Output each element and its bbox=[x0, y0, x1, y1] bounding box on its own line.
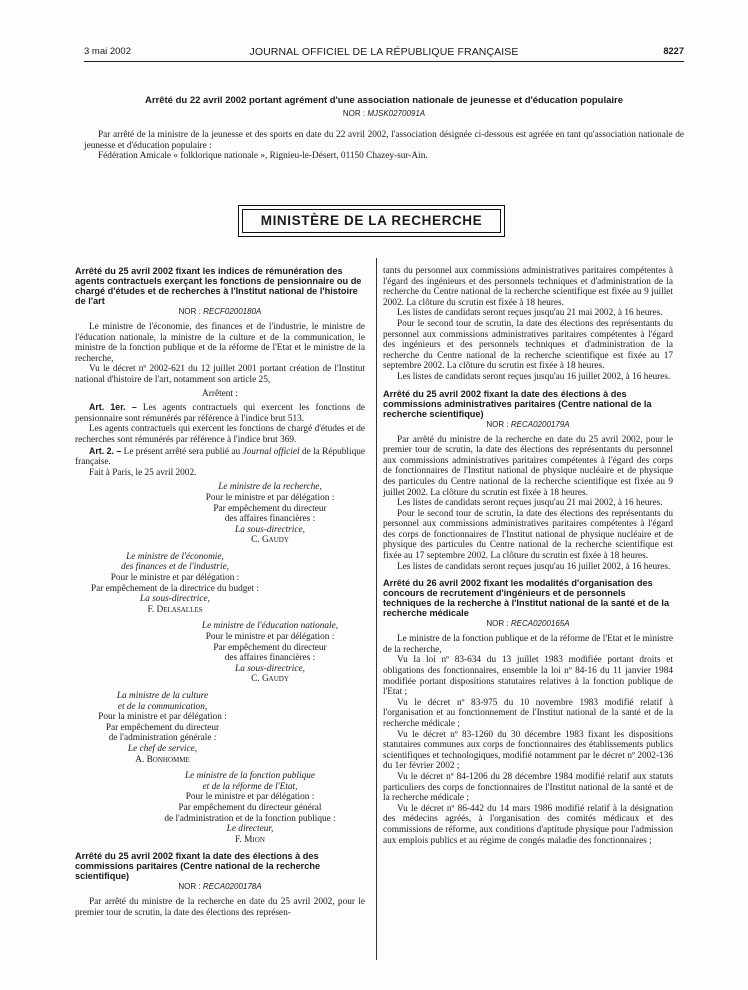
right-column bbox=[383, 266, 673, 846]
page-number: 8227 bbox=[663, 46, 684, 56]
article-paragraph: Vu le décret nº 86-442 du 14 mars 1986 modifié relatif à la désignation des médecins agréés, à l'organisation des comités médicaux et des commissions de réforme, aux conditions d'aptitude physique pour l'admission aux emplois publics et au régime de congés maladie des fonctionnaires ; bbox=[383, 803, 673, 846]
article-paragraph: Vu le décret nº 83-1260 du 30 décembre 1983 fixant les dispositions statutaires communes aux corps de fonctionnaires des établissements publics scientifiques et technologiques, modifié notamment par le décret nº 2002-136 du 1er février 2002 ; bbox=[383, 729, 673, 772]
article-title: Arrêté du 22 avril 2002 portant agrément d'une association nationale de jeunesse et d'éducation populaire bbox=[144, 95, 624, 106]
nor-label: NOR : bbox=[486, 619, 509, 629]
nor-line bbox=[84, 109, 684, 118]
signature-block bbox=[75, 691, 250, 765]
article-paragraph: Par arrêté de la ministre de la jeunesse et des sports en date du 22 avril 2002, l'association désignée ci-dessous est agréée en tant qu'association nationale de jeunesse et d'éducation populaire : bbox=[84, 130, 684, 151]
article-paragraph: Le ministre de l'économie, des finances et de l'industrie, le ministre de l'éducation nationale, la ministre de la culture et de la communication, le ministre de la fonction publique et de la réforme de l'Etat et le ministre de la recherche, bbox=[75, 322, 365, 364]
nor-line bbox=[75, 307, 365, 316]
arretent: Arrêtent : bbox=[202, 388, 238, 399]
article-paragraph: Les agents contractuels qui exercent les fonctions de chargé d'études et de recherches sont rémunérés par référence à l'indice brut 369. bbox=[75, 424, 365, 445]
article-paragraph: Les listes de candidats seront reçues jusqu'au 21 mai 2002, à 16 heures. bbox=[397, 498, 663, 509]
article-paragraph: Vu la loi nº 83-634 du 13 juillet 1983 modifiée portant droits et obligations des fonctionnaires, ensemble la loi nº 84-16 du 11 janvier 1984 modifiée portant dispositions statutaires relatives à la fonction publique de l'Etat ; bbox=[383, 655, 673, 698]
signature-block bbox=[175, 482, 365, 546]
article-paragraph: Fédération Amicale « folklorique nationale », Rignieu-le-Désert, 01150 Chazey-sur-Ain. bbox=[98, 151, 428, 162]
signature-line: des finances et de l'industrie, bbox=[120, 562, 230, 573]
article-paragraph: Le ministre de la fonction publique et de la réforme de l'Etat et le ministre de la recherche, bbox=[383, 634, 673, 655]
article-paragraph: Pour le second tour de scrutin, la date des élections des représentants du personnel aux commissions administratives paritaires compétentes à l'égard des corps de fonctionnaires de l'Institut national de physique nucléaire et de physique des particules du Centre national de la recherche scientifique est fixée au 17 septembre 2002. La clôture du scrutin est fixée à 18 heures. bbox=[383, 508, 673, 562]
article-title: Arrêté du 25 avril 2002 fixant la date des élections à des commissions administratives paritaires (Centre national de la recherche scientifique) bbox=[383, 388, 652, 419]
signature-line: Le chef de service, bbox=[127, 743, 198, 754]
nor-code: RECF0200180A bbox=[203, 307, 262, 316]
article-2 bbox=[75, 446, 365, 468]
signature-line: Le ministre de la fonction publique bbox=[184, 771, 316, 782]
signature-line: Pour le ministre et par délégation : bbox=[185, 792, 315, 803]
left-column bbox=[75, 266, 365, 919]
article-title: Arrêté du 26 avril 2002 fixant les modalités d'organisation des concours de recrutement d'ingénieurs et de personnels techniques de la recherche à l'Institut national de la santé et de la recherche médicale bbox=[383, 578, 670, 619]
signatory-name: F. Delasalles bbox=[147, 604, 203, 615]
signature-line: La sous-directrice, bbox=[140, 594, 210, 605]
signature-line: Le ministre de l'économie, bbox=[126, 551, 224, 562]
nor-code: MJSK0270091A bbox=[367, 109, 426, 118]
article-paragraph: Vu le décret nº 2002-621 du 12 juillet 2001 portant création de l'Institut national d'histoire de l'art, notamment son article 25, bbox=[75, 364, 365, 385]
article-paragraph: Par arrêté du ministre de la recherche en date du 25 avril 2002, pour le premier tour de scrutin, la date des élections des représentants du personnel aux commissions administratives paritaires compétentes à l'égard des corps de fonctionnaires de l'Institut national de physique nucléaire et de physique des particules du Centre national de la recherche scientifique est fixée au 9 juillet 2002. La clôture du scrutin est fixée à 18 heures. bbox=[383, 434, 673, 498]
nor-code: RECA0200179A bbox=[510, 419, 570, 429]
signature-line: Le ministre de l'éducation nationale, bbox=[201, 621, 339, 632]
article-paragraph: Vu le décret nº 84-1206 du 28 décembre 1984 modifié relatif aux statuts particuliers des corps de fonctionnaires de l'Institut national de la santé et de la recherche médicale ; bbox=[383, 771, 673, 804]
article-text: Le présent arrêté sera publié au bbox=[123, 446, 241, 457]
article-label: Art. 1er. – bbox=[89, 402, 137, 413]
signature-line: de l'administration et de la fonction publique : bbox=[164, 813, 336, 824]
nor-line bbox=[75, 882, 365, 891]
signature-line: Pour le ministre et par délégation : bbox=[205, 632, 335, 643]
signature-line: et de la communication, bbox=[117, 701, 208, 712]
article-paragraph: Par arrêté du ministre de la recherche en date du 25 avril 2002, pour le premier tour de scrutin, la date des élections des représen- bbox=[75, 897, 365, 918]
signature-line: des affaires financières : bbox=[224, 653, 316, 664]
signature-line: Le directeur, bbox=[226, 824, 274, 835]
article-paragraph: Pour le second tour de scrutin, la date des élections des représentants du personnel aux commissions administratives paritaires compétentes à l'égard des ingénieurs et des personnels techniques et d'administration de la recherche du Centre national de la recherche scientifique est fixée au 17 septembre 2002. La clôture du scrutin est fixée à 18 heures. bbox=[383, 318, 673, 372]
signatory-name: C. Gaudy bbox=[251, 535, 289, 546]
nor-code: RECA0200165A bbox=[510, 619, 570, 629]
journal-title: JOURNAL OFFICIEL DE LA RÉPUBLIQUE FRANÇAISE bbox=[249, 46, 519, 58]
fait-line: Fait à Paris, le 25 avril 2002. bbox=[89, 467, 197, 478]
signatory-name: A. Bonhomme bbox=[135, 754, 190, 765]
nor-label: NOR : bbox=[178, 882, 201, 892]
article-paragraph: Les listes de candidats seront reçues jusqu'au 16 juillet 2002, à 16 heures. bbox=[397, 371, 671, 382]
signature-line: Pour la ministre et par délégation : bbox=[98, 712, 227, 723]
article-paragraph: Les listes de candidats seront reçues jusqu'au 21 mai 2002, à 16 heures. bbox=[397, 308, 663, 319]
signature-line: La ministre de la culture bbox=[116, 691, 209, 701]
nor-label: NOR : bbox=[486, 419, 509, 429]
signature-line: Par empêchement du directeur bbox=[213, 642, 327, 653]
article-paragraph: tants du personnel aux commissions administratives paritaires compétentes à l'égard des ingénieurs et des personnels techniques et d'administration de la recherche du Centre national de la recherche scientifique est fixée au 9 juillet 2002. La clôture du scrutin est fixée à 18 heures. bbox=[383, 266, 673, 308]
article-agrement bbox=[84, 95, 684, 162]
header-rule bbox=[84, 61, 684, 62]
signature-line: La sous-directrice, bbox=[235, 663, 305, 674]
signature-line: La sous-directrice, bbox=[235, 524, 305, 535]
signature-block bbox=[75, 552, 275, 616]
article-paragraph: Les listes de candidats seront reçues jusqu'au 16 juillet 2002, à 16 heures. bbox=[397, 561, 671, 572]
nor-label: NOR : bbox=[178, 307, 201, 316]
nor-label: NOR : bbox=[342, 109, 366, 118]
signature-line: Par empêchement du directeur bbox=[105, 722, 220, 733]
signature-line: Pour le ministre et par délégation : bbox=[205, 492, 335, 503]
signature-line: Par empêchement du directeur bbox=[213, 503, 327, 514]
ministry-banner bbox=[238, 205, 505, 237]
ministry-name: MINISTÈRE DE LA RECHERCHE bbox=[242, 209, 501, 233]
signature-line: Le ministre de la recherche, bbox=[218, 482, 322, 493]
signature-line: des affaires financières : bbox=[224, 514, 316, 525]
article-text: de la République française. bbox=[75, 446, 365, 468]
signature-line: Par empêchement de la directrice du budget : bbox=[90, 583, 260, 594]
page-header bbox=[84, 46, 684, 60]
signature-block bbox=[135, 771, 365, 845]
article-text: Les agents contractuels qui exercent les fonctions de pensionnaire sont rémunérés par référence à l'indice brut 513. bbox=[75, 403, 365, 424]
header-date: 3 mai 2002 bbox=[84, 46, 132, 57]
column-divider bbox=[376, 258, 377, 960]
signature-line: et de la réforme de l'Etat, bbox=[202, 781, 298, 792]
signature-line: de l'administration générale : bbox=[108, 733, 217, 744]
nor-line bbox=[383, 619, 673, 628]
signature-line: Pour le ministre et par délégation : bbox=[110, 573, 240, 584]
article-paragraph: Vu le décret nº 83-975 du 10 novembre 1983 modifié relatif à l'organisation et au fonctionnement de l'Institut national de la santé et de la recherche médicale ; bbox=[383, 697, 673, 729]
signatory-name: C. Gaudy bbox=[251, 674, 289, 685]
nor-code: RECA0200178A bbox=[202, 882, 262, 892]
article-1 bbox=[75, 402, 365, 424]
signature-line: Par empêchement du directeur général bbox=[178, 802, 322, 813]
article-label: Art. 2. – bbox=[89, 445, 122, 456]
nor-line bbox=[383, 420, 673, 429]
signatory-name: F. Mion bbox=[235, 834, 265, 845]
article-title: Arrêté du 25 avril 2002 fixant les indices de rémunération des agents contractuels exerçant les fonctions de pensionnaire ou de chargé d'études et de recherches à l'Institut national de l'histoire de l'art bbox=[75, 266, 362, 306]
journal-officiel: Journal officiel bbox=[242, 446, 300, 457]
article-title: Arrêté du 25 avril 2002 fixant la date des élections à des commissions paritaires (Centre national de la recherche scientifique) bbox=[75, 851, 321, 882]
signature-block bbox=[175, 621, 365, 685]
